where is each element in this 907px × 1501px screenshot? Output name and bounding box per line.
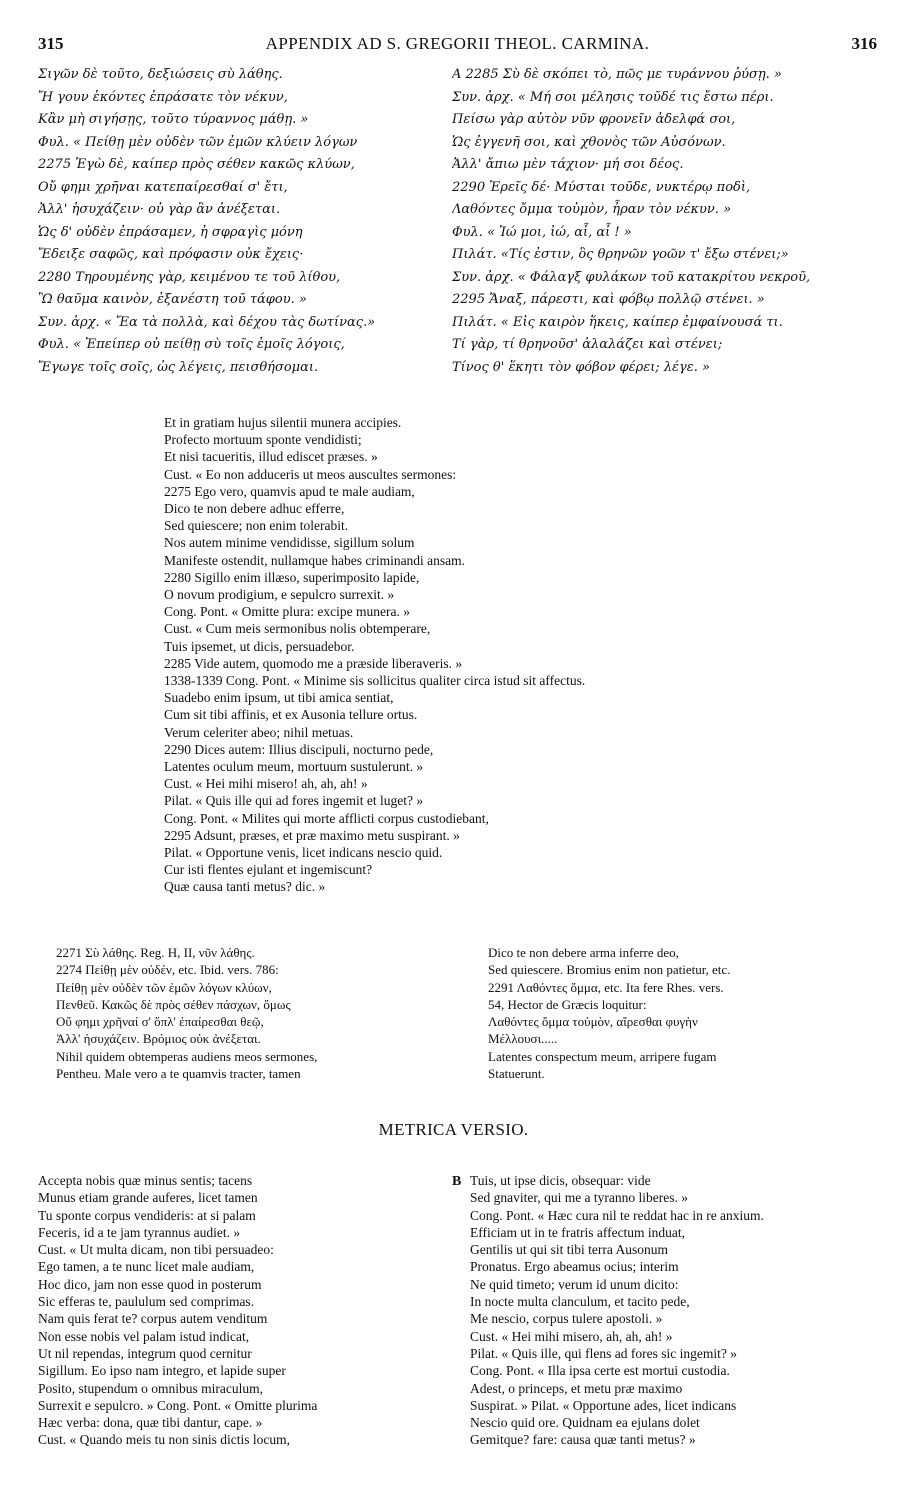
text-line: Λαθόντες ὄμμα τοὐμὸν, αἴρεσθαι φυγὴν [488,1014,698,1030]
text-line: Quæ causa tanti metus? dic. » [164,879,326,895]
text-line: Πείθῃ μὲν οὐδὲν τῶν ἐμῶν λόγων κλύων, [56,979,272,995]
text-line: Pilat. « Quis ille, qui flens ad fores sic ingemit? » [470,1345,737,1361]
metrica-versio-right-column [470,1172,880,1449]
text-line: Πιλάτ. «Τίς ἐστιν, ὃς θρηνῶν γοῶν τ' ἔξω στένει;» [452,247,789,262]
text-line: 2274 Πείθῃ μὲν οὐδέν, etc. Ibid. vers. 786: [56,962,279,978]
text-line: Πείσω γὰρ αὐτὸν νῦν φρονεῖν ἀδελφά σοι, [452,112,736,127]
page-header [38,34,877,58]
text-line: Συν. ἀρχ. « Μή σοι μέλησις τοῦδέ τις ἔστω πέρι. [452,89,774,105]
text-line: 2291 Λαθόντες ὄμμα, etc. Ita fere Rhes. vers. [488,979,724,995]
text-line: Cur isti flentes ejulant et ingemiscunt? [164,862,373,878]
page-number-right: 316 [851,34,877,53]
text-line: Nihil quidem obtemperas audiens meos sermones, [56,1048,318,1064]
text-line: Λαθόντες ὄμμα τοὐμὸν, ἦραν τὸν νέκυν. » [452,202,732,217]
text-line: Ut nil rependas, integrum quod cernitur [38,1345,252,1361]
text-line: Sigillum. Eo ipso nam integro, et lapide super [38,1363,286,1379]
text-line: Cust. « Quando meis tu non sinis dictis locum, [38,1432,290,1448]
text-line: Accepta nobis quæ minus sentis; tacens [38,1173,253,1188]
text-line: Sed quiescere. Bromius enim non patietur, etc. [488,962,731,978]
text-line: 2290 Ἐρεῖς δέ· Μύσται τοῦδε, νυκτέρῳ ποδὶ, [452,179,751,195]
metrica-versio-left-column [38,1172,450,1449]
text-line: Φυλ. « Πείθῃ μὲν οὐδὲν τῶν ἐμῶν κλύειν λόγων [38,134,358,150]
text-line: Τίνος θ' ἕκητι τὸν φόβον φέρει; λέγε. » [452,359,711,375]
text-line: 2280 Sigillo enim illæso, superimposito lapide, [164,569,420,585]
text-line: Suadebo enim ipsum, ut tibi amica sentiat, [164,690,394,706]
text-line: Sed gnaviter, qui me a tyranno liberes. » [470,1190,689,1206]
text-line: 2295 Ἄναξ, πάρεστι, καὶ φόβῳ πολλῷ στένει. » [452,292,765,307]
text-line: Latentes oculum meum, mortuum sustulerunt. » [164,759,424,775]
text-line: Οὔ φημι χρῆναί σ' ὅπλ' ἐπαίρεσθαι θεῷ, [56,1014,264,1030]
text-line: A 2285 Σὺ δὲ σκόπει τὸ, πῶς με τυράννου ῥύσῃ. » [452,67,782,82]
text-line: Hæc verba: dona, quæ tibi dantur, cape. » [38,1415,263,1431]
marginal-letter-b: B [452,1174,462,1189]
footnotes-left-column [56,944,460,1082]
text-line: Dico te non debere adhuc efferre, [164,501,345,517]
text-line: 2275 Ἐγὼ δὲ, καίπερ πρὸς σέθεν κακῶς κλύων, [38,157,355,172]
text-line: Σιγῶν δὲ τοῦτο, δεξιώσεις σὺ λάθης. [38,67,283,82]
text-line: Ὢ θαῦμα καινὸν, ἐξανέστη τοῦ τάφου. » [38,292,307,307]
text-line: Cust. « Hei mihi misero! ah, ah, ah! » [164,776,368,792]
text-line: 2290 Dices autem: Illius discipuli, nocturno pede, [164,741,434,757]
text-line: Ego tamen, a te nunc licet male audiam, [38,1259,255,1275]
text-line: Munus etiam grande auferes, licet tamen [38,1190,258,1206]
page-number-left: 315 [38,34,64,53]
text-line: 2271 Σὺ λάθης. Reg. H, II, νῦν λάθης. [56,945,255,960]
text-line: Pilat. « Opportune venis, licet indicans nescio quid. [164,845,443,861]
text-line: Μέλλουσι..... [488,1031,558,1047]
text-line: Hoc dico, jam non esse quod in posterum [38,1276,262,1292]
text-line: Posito, stupendum o omnibus miraculum, [38,1380,263,1396]
text-line: Τί γὰρ, τί θρηνοῦσ' ἀλαλάζει καὶ στένει; [452,337,723,352]
text-line: 2295 Adsunt, præses, et præ maximo metu suspirant. » [164,827,460,843]
text-line: Pronatus. Ergo abeamus ocius; interim [470,1259,679,1275]
text-line: 2285 Vide autem, quomodo me a præside liberaveris. » [164,655,463,671]
text-line: Et nisi tacueritis, illud ediscet præses. » [164,449,378,465]
text-line: Φυλ. « Ἰώ μοι, ἰώ, αἶ, αἶ ! » [452,224,632,240]
text-line: Pilat. « Quis ille qui ad fores ingemit et luget? » [164,793,424,809]
text-line: Profecto mortuum sponte vendidisti; [164,432,362,448]
text-line: Nescio quid ore. Quidnam ea ejulans dolet [470,1415,700,1431]
text-line: Tuis, ut ipse dicis, obsequar: vide [470,1173,651,1188]
text-line: 1338-1339 Cong. Pont. « Minime sis sollicitus qualiter circa istud sit affectus. [164,673,586,689]
text-line: Et in gratiam hujus silentii munera accipies. [164,415,402,430]
text-line: Πενθεῦ. Κακῶς δὲ πρὸς σέθεν πάσχων, ὅμως [56,996,291,1012]
text-line: Nos autem minime vendidisse, sigillum solum [164,535,415,551]
text-line: Cust. « Ut multa dicam, non tibi persuadeo: [38,1242,274,1258]
section-title-metrica-versio: METRICA VERSIO. [378,1120,529,1139]
text-line: 2280 Τηρουμένης γὰρ, κειμένου τε τοῦ λίθου, [38,269,341,285]
text-line: Pentheu. Male vero a te quamvis tracter, tamen [56,1066,301,1082]
text-line: Ἀλλ' ἡσυχάζειν. Βρόμιος οὐκ ἀνέξεται. [56,1031,261,1047]
text-line: Latentes conspectum meum, arripere fugam [488,1048,717,1064]
text-line: Ἀλλ' ἄπιω μὲν τάχιον· μή σοι δέος. [452,157,684,172]
text-line: Feceris, id a te jam tyrannus audiet. » [38,1224,241,1240]
text-line: Συν. ἀρχ. « Φάλαγξ φυλάκων τοῦ κατακρίτου νεκροῦ, [452,269,811,285]
running-title: APPENDIX AD S. GREGORII THEOL. CARMINA. [265,34,650,53]
footnotes-right-column [488,944,880,1082]
text-line: 2275 Ego vero, quamvis apud te male audiam, [164,483,415,499]
text-line: Cong. Pont. « Hæc cura nil te reddat hac in re anxium. [470,1207,764,1223]
text-line: 54, Hector de Græcis loquitur: [488,996,647,1012]
text-line: Manifeste ostendit, nullamque habes criminandi ansam. [164,552,466,568]
text-line: Συν. ἀρχ. « Ἔα τὰ πολλὰ, καὶ δέχου τὰς δωτίνας.» [38,314,376,330]
text-line: Cong. Pont. « Omitte plura: excipe munera. » [164,604,410,620]
text-line: Tu sponte corpus vendideris: at si palam [38,1207,256,1223]
text-line: Cong. Pont. « Milites qui morte afflicti corpus custodiebant, [164,810,489,826]
text-line: Φυλ. « Ἐπείπερ οὐ πείθῃ σὺ τοῖς ἐμοῖς λόγοις, [38,337,345,352]
text-line: Dico te non debere arma inferre deo, [488,945,679,960]
text-line: Ὡς ἐγγενῆ σοι, καὶ χθονὸς τῶν Αὐσόνων. [452,134,726,150]
text-line: Non esse nobis vel palam istud indicat, [38,1328,250,1344]
text-line: Ne quid timeto; verum id unum dicito: [470,1276,679,1292]
text-line: Suspirat. » Pilat. « Opportune ades, licet indicans [470,1397,737,1413]
greek-text-left-column [38,64,450,379]
text-line: Sed quiescere; non enim tolerabit. [164,518,349,534]
text-line: Πιλάτ. « Εἰς καιρὸν ἥκεις, καίπερ ἐμφαίνουσά τι. [452,314,783,330]
text-line: Adest, o princeps, et metu præ maximo [470,1380,683,1396]
text-line: Cust. « Eo non adduceris ut meos auscultes sermones: [164,466,457,482]
text-line: Efficiam ut in te fratris affectum induat, [470,1224,686,1240]
text-line: Ἔδειξε σαφῶς, καὶ πρόφασιν οὐκ ἔχεις· [38,247,304,262]
text-line: Ἀλλ' ἡσυχάζειν· οὐ γὰρ ἂν ἀνέξεται. [38,202,281,217]
text-line: Me nescio, corpus tulere apostoli. » [470,1311,663,1327]
latin-translation-block [164,414,864,896]
text-line: Cong. Pont. « Illa ipsa certe est mortui custodia. [470,1363,730,1379]
text-line: Cust. « Hei mihi misero, ah, ah, ah! » [470,1328,673,1344]
text-line: Tuis ipsemet, ut dicis, persuadebor. [164,638,355,654]
text-line: Nam quis ferat te? corpus autem venditum [38,1311,268,1327]
text-line: Verum celeriter abeo; nihil metuas. [164,724,354,740]
text-line: Sic efferas te, paululum sed comprimas. [38,1294,255,1310]
text-line: O novum prodigium, e sepulcro surrexit. » [164,587,395,603]
text-line: Κἂν μὴ σιγήσῃς, τοῦτο τύραννος μάθῃ. » [38,112,309,127]
text-line: Gentilis ut qui sit tibi terra Ausonum [470,1242,668,1258]
text-line: Gemitque? fare: causa quæ tanti metus? » [470,1432,696,1448]
text-line: Ἤ γουν ἑκόντες ἐπράσατε τὸν νέκυν, [38,89,288,105]
text-line: Cum sit tibi affinis, et ex Ausonia tellure ortus. [164,707,418,723]
text-line: Cust. « Cum meis sermonibus nolis obtemperare, [164,621,431,637]
text-line: Surrexit e sepulcro. » Cong. Pont. « Omitte plurima [38,1397,318,1413]
text-line: Ὡς δ' οὐδὲν ἐπράσαμεν, ἡ σφραγὶς μόνη [38,224,303,240]
greek-text-right-column [452,64,877,379]
text-line: Οὔ φημι χρῆναι κατεπαίρεσθαί σ' ἔτι, [38,179,288,195]
text-line: Ἔγωγε τοῖς σοῖς, ὡς λέγεις, πεισθήσομαι. [38,359,319,375]
text-line: In nocte multa clanculum, et tacito pede, [470,1294,690,1310]
text-line: Statuerunt. [488,1066,545,1082]
